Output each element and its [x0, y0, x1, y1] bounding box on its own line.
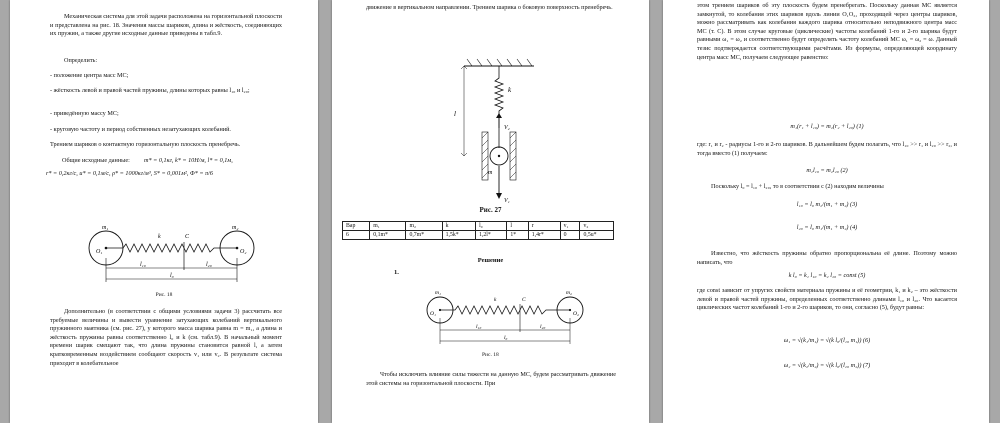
paragraph-3: Поскольку l₀ = l₁₀ + l₂₀, то в соответствии с (2) находим величины: [711, 183, 884, 190]
table-cell: 1*: [507, 231, 528, 240]
figure-18-diagram: [80, 216, 270, 296]
paragraph-4: Известно, что жёсткость пружины обратно пропорциональна её длине. Поэтому можно написать, что: [697, 250, 957, 266]
svg-text:m₁: m₁: [102, 225, 109, 231]
table-header-cell: m₁: [370, 222, 406, 231]
table-header-cell: m₂: [406, 222, 442, 231]
list-item: - круговую частоту и период собственных незатухающих колебаний.: [50, 126, 231, 133]
table-header-cell: Вар: [343, 222, 370, 231]
svg-text:l₂₀: l₂₀: [206, 262, 212, 268]
equation-1: m₁(r₁ + l₁₀) = m₂(r₂ + l₂₀) (1): [790, 123, 864, 130]
svg-text:O₂: O₂: [573, 311, 579, 317]
page-1: [10, 0, 318, 423]
equation-4: l₂₀ = l₀ m₁/(m₁ + m₂) (4): [796, 224, 858, 231]
svg-text:l₁₀: l₁₀: [140, 262, 146, 268]
list-item: - приведённую массу МС;: [50, 110, 119, 117]
svg-text:O₁: O₁: [430, 311, 436, 317]
svg-text:m₂: m₂: [566, 290, 572, 296]
table-header-cell: v₂: [580, 222, 614, 231]
svg-text:m₁: m₁: [435, 290, 441, 296]
equation-6: ω₁ = √(k₁/m₁) = √(k l₀/(l₁₀ m₁)) (6): [783, 337, 871, 344]
table-cell: 0,7m*: [406, 231, 442, 240]
friction-note: Трением шариков о контактную горизонтальную плоскость пренебречь.: [50, 141, 241, 148]
figure-18-diagram: [422, 286, 592, 356]
svg-text:m₂: m₂: [232, 225, 239, 231]
variant-table: [342, 221, 614, 240]
table-cell: 1,5k*: [442, 231, 475, 240]
svg-text:l: l: [454, 110, 456, 118]
svg-text:l₀: l₀: [170, 273, 174, 279]
svg-text:V₁: V₁: [504, 198, 510, 204]
table-cell: 0,5u*: [580, 231, 614, 240]
svg-text:m: m: [488, 170, 493, 176]
svg-text:C: C: [522, 297, 526, 303]
svg-text:O₂: O₂: [240, 249, 247, 255]
svg-text:l₁₀: l₁₀: [476, 324, 482, 330]
table-header-cell: l₀: [476, 222, 507, 231]
given-line-1: m* = 0,1кг, k* = 10Н/м, l* = 0,1м,: [144, 157, 233, 164]
paragraph-2: где: r₁ и r₂ - радиусы 1-го и 2-го шариков. В дальнейшем будем полагать, что l₁₀ >> r₁ и l₂₀ >> r₂, и тогда вместо (1) получаем:: [697, 141, 957, 157]
determine-label: Определить:: [64, 57, 98, 64]
table-cell: 1,2l*: [476, 231, 507, 240]
list-item: - положение центра масс МС;: [50, 72, 129, 79]
table-header-cell: k: [442, 222, 475, 231]
paragraph-1: этом трением шариков об эту плоскость будем пренебрегать. Поскольку данная МС является замкнутой, то колебания этих шариков вдоль линии O₁O₂, проходящей через центры шариков, можно рассматривать как колебания каждого шарика относительно неподвижного центра масс МС (т. С). В этом случае круговые (циклические) частоты колебаний 1-го и 2-го шарика будут равными ω₁ = ω₂ и соответственно будут определять частоту колебаний МС ω₁ = ω₂ = ω. Данный тезис подтверждается соответствующими расчётами. Из формулы, определяющей координату центра масс МС, получаем следующее равенство:: [697, 2, 957, 61]
figure-18-caption: Рис. 18: [482, 352, 499, 358]
figure-18-caption: Рис. 18: [155, 292, 173, 298]
equation-7: ω₂ = √(k₂/m₂) = √(k l₀/(l₂₀ m₂)) (7): [783, 362, 871, 369]
page-3: [663, 0, 989, 423]
table-cell: 0,1m*: [370, 231, 406, 240]
svg-text:k: k: [158, 234, 161, 240]
intro-paragraph: Механическая система для этой задачи расположена на горизонтальной плоскости и представлена на рис. 18. Значения массы шариков, длина и жёсткость, соединяющих их пружин, а также другие исходные данные приведены в табл.9.: [50, 13, 282, 38]
bottom-paragraph: Чтобы исключить влияние силы тяжести на данную МС, будем рассматривать движение этой системы на горизонтальной плоскости. При: [366, 371, 616, 387]
top-paragraph: движение в вертикальном направлении. Трением шарика о боковую поверхность пренебречь.: [366, 4, 613, 11]
equation-3: l₁₀ = l₀ m₂/(m₁ + m₂) (3): [796, 201, 858, 208]
table-cell: 1,4r*: [528, 231, 560, 240]
table-cell: 6: [343, 231, 370, 240]
svg-text:O₁: O₁: [96, 249, 103, 255]
list-number: 1.: [394, 269, 399, 276]
given-label: Общие исходные данные:: [62, 157, 130, 164]
svg-text:C: C: [185, 234, 190, 240]
svg-text:k: k: [494, 297, 497, 303]
svg-text:V₂: V₂: [504, 125, 510, 131]
given-line-2: r* = 0,2кг/с, u* = 0,1м/с, ρ* = 1000кг/м³, S* = 0,001м², Φ* = π/6: [46, 170, 213, 177]
continuation-paragraph: Дополнительно (в соответствии с общими условиями задачи 3) рассчитать все требуемые величины и вывести уравнение затухающих колебаний вертикального пружинного маятника (см. рис. 27), у которого масса шарика равна m = m₁, а длина и жёсткость пружины равны соответственно l₀ и k (см. табл.9). В начальный момент времени шарик смещают так, что длина пружины становится равной l, а затем кратковременным воздействием сообщают скорость v₁ или v₂. В результате система приходит в колебательное: [50, 308, 282, 367]
table-header-cell: r: [528, 222, 560, 231]
list-item: - жёсткость левой и правой частей пружины, длины которых равны l₁₀ и l₂₀;: [50, 87, 250, 94]
figure-27-diagram: [452, 56, 542, 206]
table-header-cell: l: [507, 222, 528, 231]
page-2: [332, 0, 649, 423]
equation-2: m₁l₁₀ = m₂l₂₀ (2): [806, 167, 848, 174]
svg-text:l₂₀: l₂₀: [540, 324, 546, 330]
table-header-cell: v₁: [560, 222, 580, 231]
table-header-row: [343, 222, 614, 231]
paragraph-5: где const зависит от упругих свойств материала пружины и её геометрии, k₁ и k₂ – это жёсткости левой и правой частей пружины, определенных соответственно длинами l₁₀ и l₂₀. Что касается циклических частот колебаний 1-го и 2-го шариков, то они, согласно (5), будут равны:: [697, 287, 957, 312]
table-row: [343, 231, 614, 240]
svg-text:l₀: l₀: [504, 335, 508, 341]
solution-heading: Решение: [477, 257, 504, 264]
equation-5: k l₀ = k₁ l₁₀ = k₂ l₂₀ = const (5): [788, 272, 866, 279]
svg-text:k: k: [508, 86, 512, 94]
table-cell: 0: [560, 231, 580, 240]
figure-27-caption: Рис. 27: [479, 206, 502, 214]
